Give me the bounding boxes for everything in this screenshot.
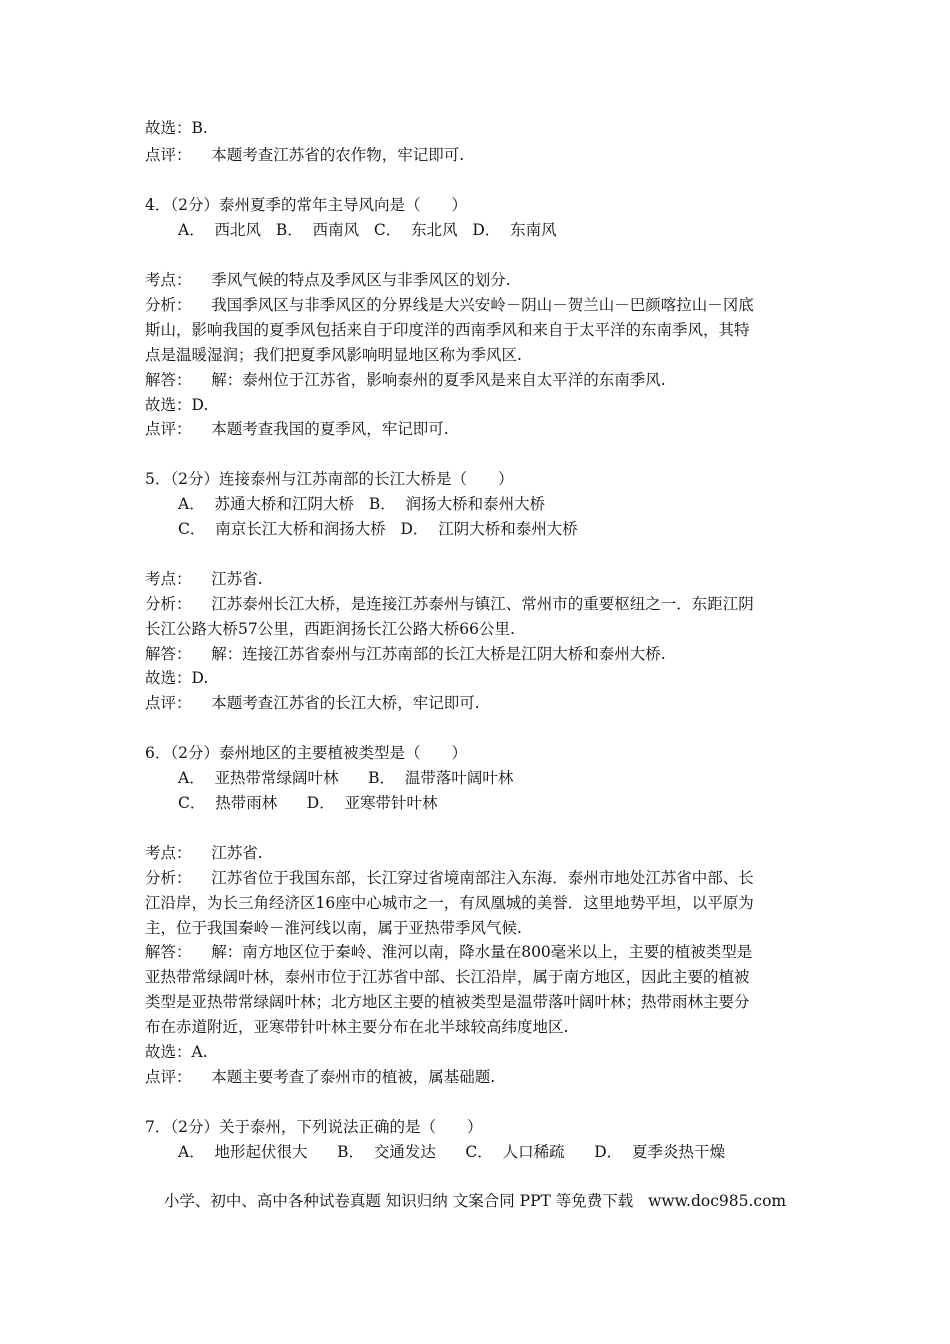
q6-answer-line: 类型是亚热带常绿阔叶林；北方地区主要的植被类型是温带落叶阔叶林；热带雨林主要分 [145,993,750,1011]
q5-options-row: A． 苏通大桥和江阴大桥 B． 润扬大桥和泰州大桥 [178,495,546,513]
q6-review: 点评： 本题主要考查了泰州市的植被，属基础题. [145,1068,496,1086]
q5-review: 点评： 本题考查江苏省的长江大桥，牢记即可. [145,694,480,712]
q4-choice: 故选：D. [145,396,209,414]
q5-answer: 解答： 解：连接江苏省泰州与江苏南部的长江大桥是江阴大桥和泰州大桥. [145,645,666,663]
q6-options-row: C． 热带雨林 D． 亚寒带针叶林 [178,794,438,812]
q6-options-row: A． 亚热带常绿阔叶林 B． 温带落叶阔叶林 [178,769,514,787]
q6-analysis-line: 分析： 江苏省位于我国东部，长江穿过省境南部注入东海．泰州市地处江苏省中部、长 [145,869,754,887]
q5-stem: 5．（2分）连接泰州与江苏南部的长江大桥是（ ） [145,470,514,488]
q6-answer-line: 亚热带常绿阔叶林，泰州市位于江苏省中部、长江沿岸，属于南方地区，因此主要的植被 [145,968,750,986]
q3-choice: 故选：B. [145,119,208,137]
q5-point: 考点： 江苏省. [145,570,263,588]
q6-analysis-line: 江沿岸，为长三角经济区16座中心城市之一，有凤凰城的美誉．这里地势平坦，以平原为 [145,894,754,912]
q5-analysis-line: 分析： 江苏泰州长江大桥，是连接江苏泰州与镇江、常州市的重要枢纽之一．东距江阴 [145,595,754,613]
q5-analysis-line: 长江公路大桥57公里，西距润扬长江公路大桥66公里. [145,620,515,638]
q4-review: 点评： 本题考查我国的夏季风，牢记即可. [145,420,449,438]
q6-analysis-line: 主，位于我国秦岭－淮河线以南，属于亚热带季风气候. [145,919,522,937]
q4-answer: 解答： 解：泰州位于江苏省，影响泰州的夏季风是来自太平洋的东南季风. [145,371,666,389]
q7-options: A． 地形起伏很大 B． 交通发达 C． 人口稀疏 D． 夏季炎热干燥 [178,1143,725,1161]
q6-answer-line: 布在赤道附近，亚寒带针叶林主要分布在北半球较高纬度地区. [145,1018,569,1036]
q4-stem: 4．（2分）泰州夏季的常年主导风向是（ ） [145,196,467,214]
q6-point: 考点： 江苏省. [145,844,263,862]
q4-analysis-line: 斯山，影响我国的夏季风包括来自于印度洋的西南季风和来自于太平洋的东南季风，其特 [145,321,750,339]
q4-point: 考点： 季风气候的特点及季风区与非季风区的划分. [145,271,511,289]
q5-options-row: C． 南京长江大桥和润扬大桥 D． 江阴大桥和泰州大桥 [178,520,578,538]
q3-review: 点评： 本题考查江苏省的农作物，牢记即可. [145,146,465,164]
q6-choice: 故选：A. [145,1043,208,1061]
q6-stem: 6．（2分）泰州地区的主要植被类型是（ ） [145,744,467,762]
q5-choice: 故选：D. [145,669,209,687]
q4-options: A． 西北风 B． 西南风 C． 东北风 D． 东南风 [178,221,557,239]
q4-analysis-line: 点是温暖湿润；我们把夏季风影响明显地区称为季风区. [145,346,522,364]
q6-answer-line: 解答： 解：南方地区位于秦岭、淮河以南，降水量在800毫米以上，主要的植被类型是 [145,943,753,961]
q4-analysis-line: 分析： 我国季风区与非季风区的分界线是大兴安岭－阴山－贺兰山－巴颜喀拉山－冈底 [145,296,754,314]
page-footer: 小学、初中、高中各种试卷真题 知识归纳 文案合同 PPT 等免费下载 www.doc985.com [163,1192,787,1210]
q7-stem: 7．（2分）关于泰州，下列说法正确的是（ ） [145,1118,483,1136]
